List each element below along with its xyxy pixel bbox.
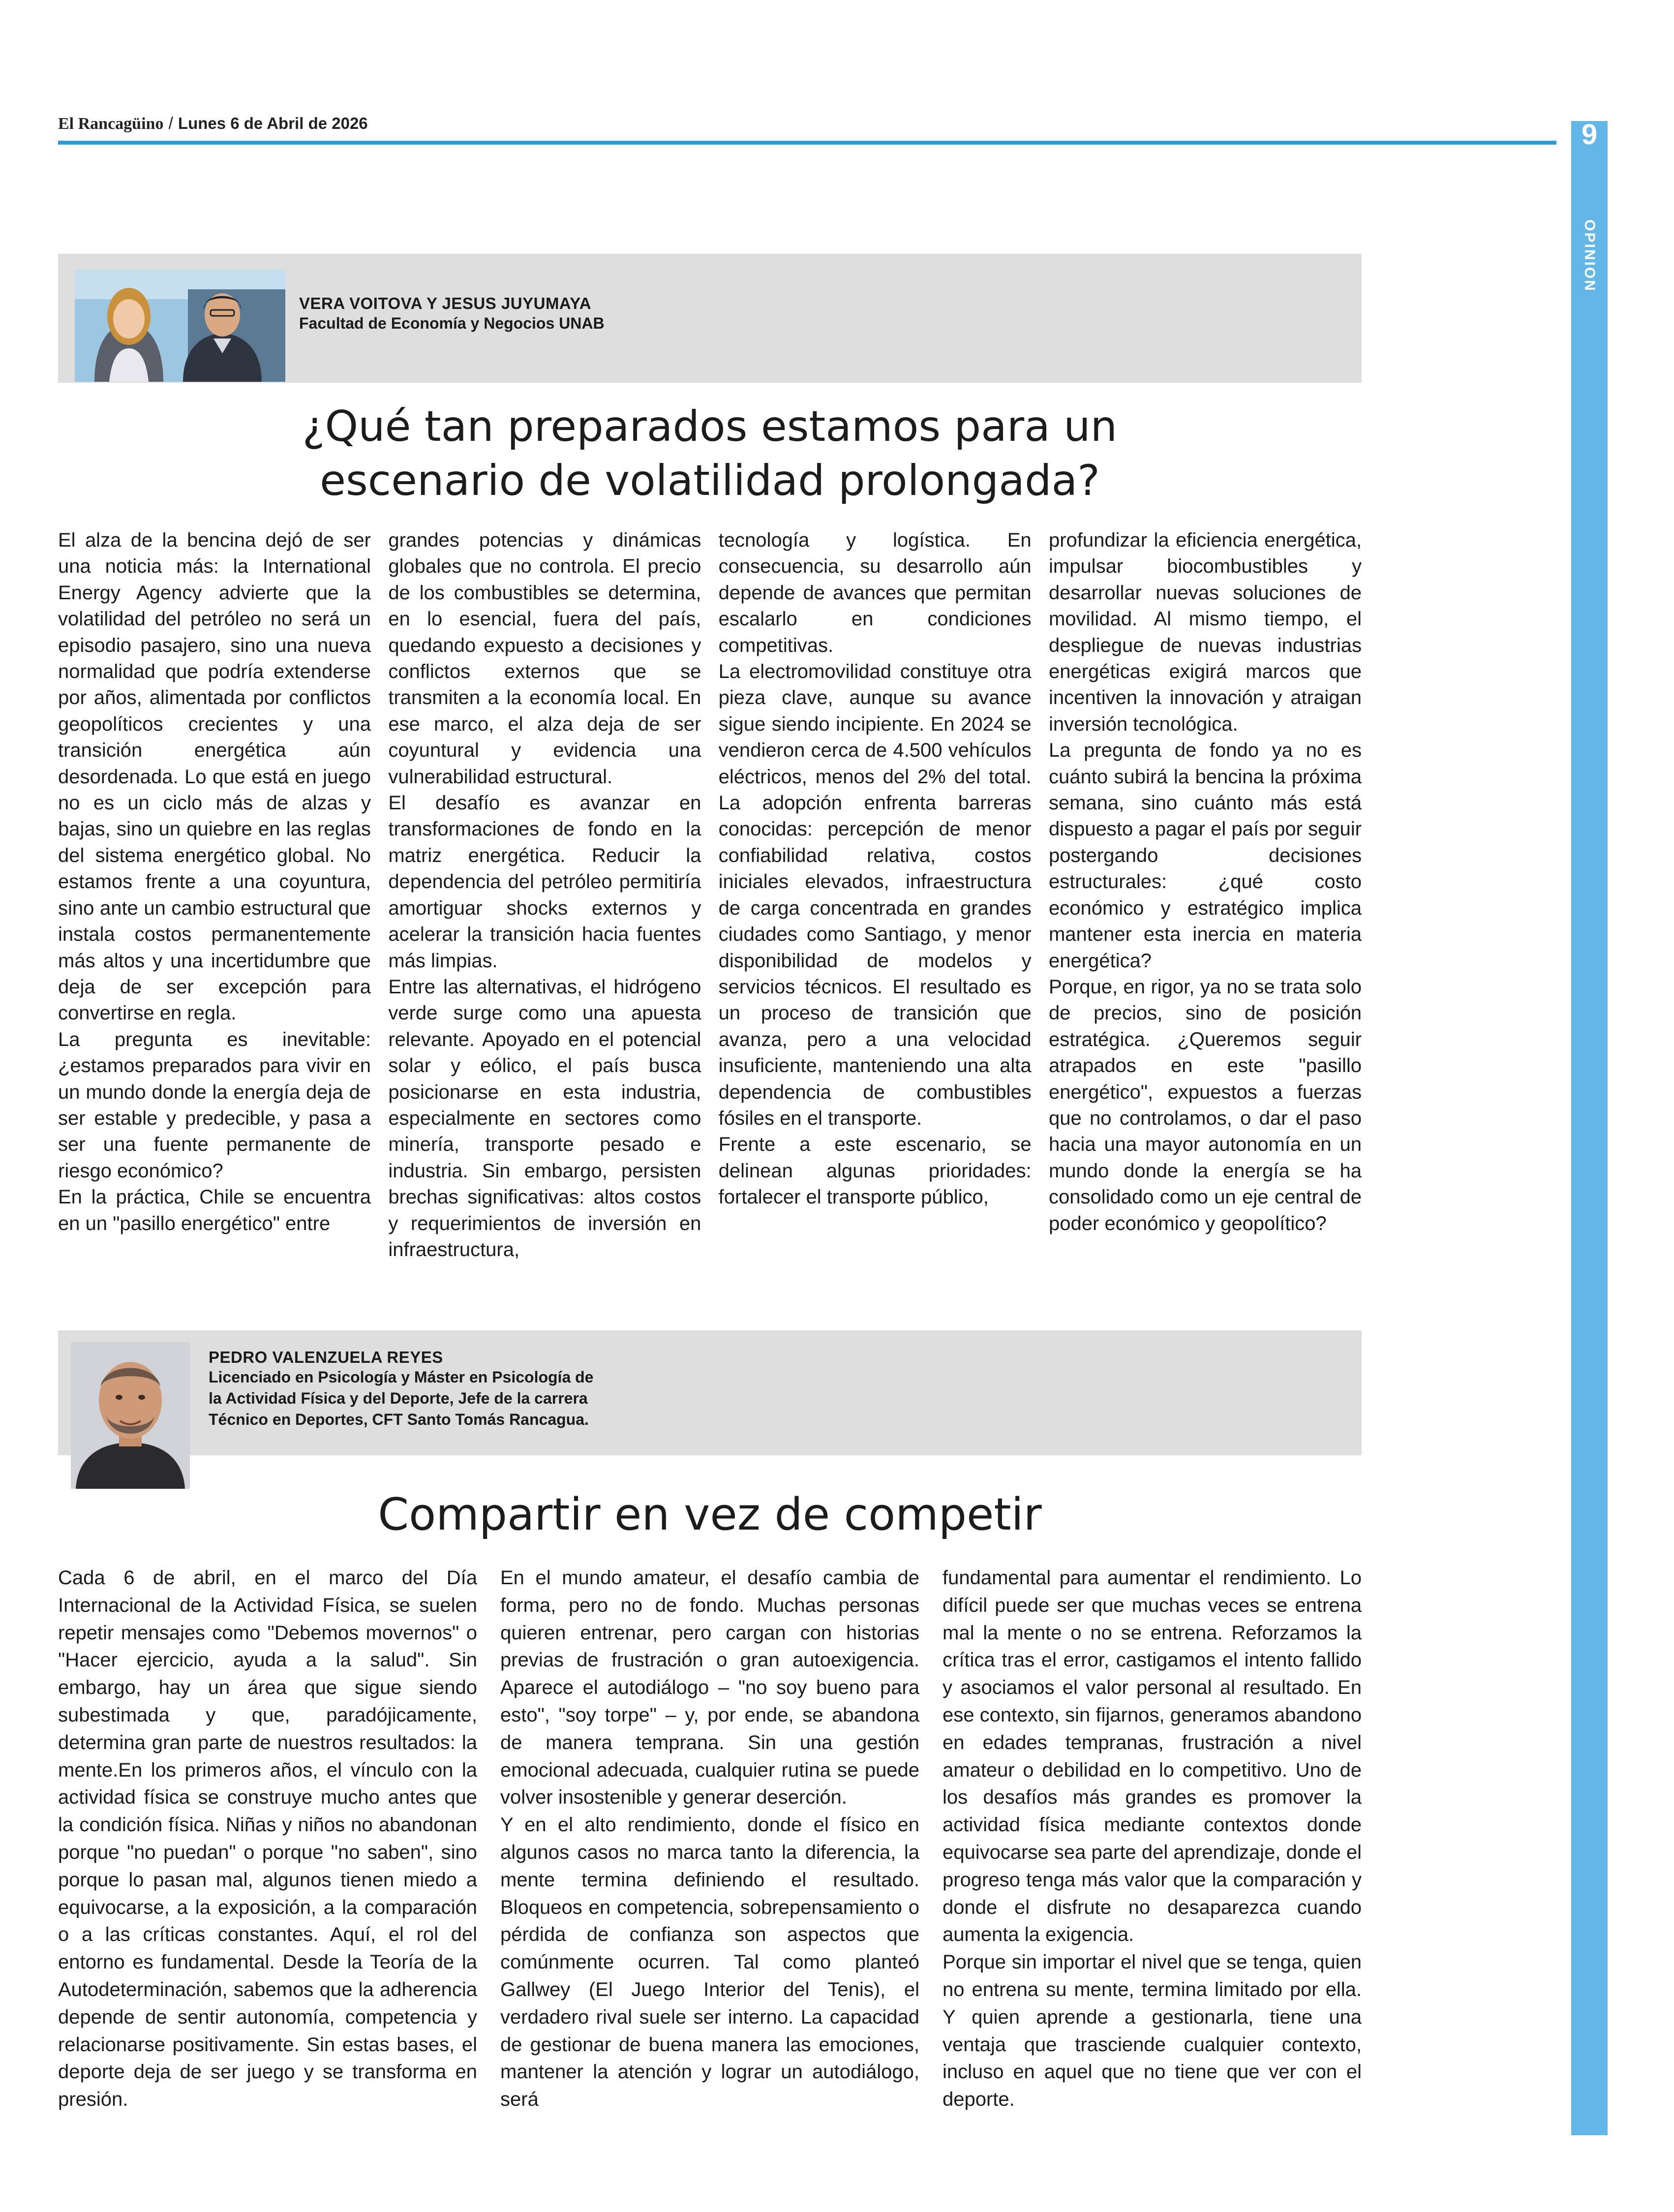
section-label: [1577, 212, 1602, 300]
article1-column-4: [1049, 527, 1362, 1263]
issue-date: Lunes 6 de Abril de 2026: [178, 114, 368, 132]
page-number: 9: [1581, 119, 1598, 151]
article2-author-box: [58, 1330, 1362, 1455]
article1-paragraph: El desafío es avanzar en transformaciones de fondo en la matriz energética. Reducir la dependencia del petróleo permitiría amortiguar shocks externos y acelerar la transición hacia fuentes más limpias.: [388, 792, 701, 972]
masthead: [58, 114, 368, 133]
article2-credentials-line: Licenciado en Psicología y Máster en Psicología de: [209, 1368, 594, 1386]
article2-credentials-line: la Actividad Física y del Deporte, Jefe de la carrera: [209, 1389, 588, 1407]
author-photo: [71, 1342, 190, 1489]
article1-paragraph: Porque, en rigor, ya no se trata solo de precios, sino de posición estratégica. ¿Queremos seguir atrapados en este "pasillo energético", expuestos a fuerzas que no controlamos, o dar el paso hacia una mayor autonomía en un mundo donde la energía se ha consolidado como un eje central de poder económico y geopolítico?: [1048, 976, 1362, 1234]
masthead-separator: /: [168, 114, 173, 133]
article2-body: [58, 1565, 1362, 2114]
article1-paragraph: profundizar la eficiencia energética, impulsar biocombustibles y desarrollar nuevas soluciones de movilidad. Al mismo tiempo, el despliegue de nuevas industrias energéticas exigirá marcos que incentiven la innovación y atraigan inversión tecnológica.: [1048, 529, 1362, 735]
article2-paragraph: En el mundo amateur, el desafío cambia de forma, pero no de fondo. Muchas personas quieren entrenar, pero cargan con historias previas de frustración o gran autoexigencia. Aparece el autodiálogo – "no soy bueno para esto", "soy torpe" – y, por ende, se abandona de manera temprana. Sin una gestión emocional adecuada, cualquier rutina se puede volver insostenible y generar deserción.: [500, 1567, 919, 1809]
article1-paragraph: tecnología y logística. En consecuencia, su desarrollo aún depende de avances que permitan escalarlo en condiciones competitivas.: [718, 529, 1032, 656]
article1-paragraph: grandes potencias y dinámicas globales que no controla. El precio de los combustibles se determina, en lo esencial, fuera del país, quedando expuesto a decisiones y conflictos externos que se transmiten a la economía local. En ese marco, el alza deja de ser coyuntural y evidencia una vulnerabilidad estructural.: [388, 529, 701, 788]
article2-author-info: [209, 1348, 593, 1430]
article2-paragraph: Porque sin importar el nivel que se tenga, quien no entrena su mente, termina limitado por ella. Y quien aprende a gestionarla, tiene una ventaja que trasciende cualquier contexto, incluso en aquel que no tiene que ver con el deporte.: [943, 1951, 1362, 2111]
article1-column-1: [58, 527, 371, 1263]
header-rule: [58, 141, 1556, 145]
article1-headline-line1: ¿Qué tan preparados estamos para un: [302, 402, 1118, 451]
article1-author-info: [299, 294, 605, 334]
article1-paragraph: La pregunta es inevitable: ¿estamos preparados para vivir en un mundo donde la energía deja de ser estable y predecible, y pasa a ser una fuente permanente de riesgo económico?: [58, 1028, 371, 1182]
article2-column-2: [500, 1565, 919, 2114]
article1-headline: [58, 399, 1362, 508]
article1-paragraph: La pregunta de fondo ya no es cuánto subirá la bencina la próxima semana, sino cuánto más está dispuesto a pagar el país por seguir postergando decisiones estructurales: ¿qué costo económico y estratégico implica mantener esta inercia en materia energética?: [1048, 739, 1362, 972]
article2-headline: Compartir en vez de competir: [378, 1489, 1042, 1540]
article2-author-name: PEDRO VALENZUELA REYES: [209, 1348, 443, 1366]
article1-paragraph: La electromovilidad constituye otra pieza clave, aunque su avance sigue siendo incipiente. En 2024 se vendieron cerca de 4.500 vehículos eléctricos, menos del 2% del total. La adopción enfrenta barreras conocidas: percepción de menor confiabilidad relativa, costos iniciales elevados, infraestructura de carga concentrada en grandes ciudades como Santiago, y menor disponibilidad de modelos y servicios técnicos. El resultado es un proceso de transición que avanza, pero a una velocidad insuficiente, manteniendo una alta dependencia de combustibles fósiles en el transporte.: [718, 661, 1032, 1129]
article1-paragraph: El alza de la bencina dejó de ser una noticia más: la International Energy Agency advierte que la volatilidad del petróleo no será un episodio pasajero, sino una nueva normalidad que podría extenderse por años, alimentada por conflictos geopolíticos crecientes y una transición energética aún desordenada. Lo que está en juego no es un ciclo más de alzas y bajas, sino un quiebre en las reglas del sistema energético global. No estamos frente a una coyuntura, sino ante un cambio estructural que instala costos permanentemente más altos y una incertidumbre que deja de ser excepción para convertirse en regla.: [58, 529, 371, 1024]
section-side-tab: [1571, 121, 1608, 2135]
article1-author-names: VERA VOITOVA Y JESUS JUYUMAYA: [299, 294, 592, 312]
article2-paragraph: fundamental para aumentar el rendimiento. Lo difícil puede ser que muchas veces se entrena mal la mente o no se entrena. Reforzamos la crítica tras el error, castigamos el intento fallido y asociamos el valor personal al resultado. En ese contexto, sin fijarnos, generamos abandono en edades tempranas, frustración a nivel amateur o debilidad en lo competitivo. Uno de los desafíos más grandes es promover la actividad física mediante contextos donde equivocarse sea parte del aprendizaje, donde el progreso tenga más valor que la comparación y donde el disfrute no desaparezca cuando aumenta la exigencia.: [943, 1567, 1362, 1946]
article2-paragraph: Cada 6 de abril, en el marco del Día Internacional de la Actividad Física, se suelen repetir mensajes como "Debemos movernos" o "Hacer ejercicio, ayuda a la salud". Sin embargo, hay un área que sigue siendo subestimada y que, paradójicamente, determina gran parte de nuestros resultados: la mente.En los primeros años, el vínculo con la actividad física se construye mucho antes que la condición física. Niñas y niños no abandonan porque "no puedan" o porque "no saben", sino porque lo pasan mal, algunos tienen miedo a equivocarse, a la exposición, a la comparación o a las críticas constantes. Aquí, el rol del entorno es fundamental. Desde la Teoría de la Autodeterminación, sabemos que la adherencia depende de sentir autonomía, competencia y relacionarse positivamente. Sin estas bases, el deporte deja de ser juego y se transforma en presión.: [58, 1567, 477, 2111]
article1-body: [58, 527, 1362, 1263]
section-label-text: OPINION: [1582, 219, 1598, 292]
article1-column-3: [719, 527, 1032, 1263]
article1-author-box: [58, 254, 1362, 383]
article1-headline-line2: escenario de volatilidad prolongada?: [320, 456, 1100, 505]
article1-paragraph: Entre las alternativas, el hidrógeno verde surge como una apuesta relevante. Apoyado en el potencial solar y eólico, el país busca posicionarse en esta industria, especialmente en sectores como minería, transporte pesado e industria. Sin embargo, persisten brechas significativas: altos costos y requerimientos de inversión en infraestructura,: [388, 976, 701, 1260]
authors-photo-graphic: [75, 270, 285, 382]
article2-paragraph: Y en el alto rendimiento, donde el físico en algunos casos no marca tanto la diferencia, la mente termina definiendo el resultado. Bloqueos en competencia, sobrepensamiento o pérdida de confianza son aspectos que comúnmente ocurren. Tal como planteó Gallwey (El Juego Interior del Tenis), el verdadero rival suele ser interno. La capacidad de gestionar de buena manera las emociones, mantener la atención y lograr un autodiálogo, será: [500, 1814, 919, 2111]
article2-column-1: [58, 1565, 477, 2114]
article1-column-2: [388, 527, 701, 1263]
article2-credentials-line: Técnico en Deportes, CFT Santo Tomás Rancagua.: [209, 1411, 589, 1428]
article1-paragraph: En la práctica, Chile se encuentra en un "pasillo energético" entre: [58, 1186, 371, 1234]
article1-paragraph: Frente a este escenario, se delinean algunas prioridades: fortalecer el transporte público,: [718, 1134, 1032, 1208]
article2-column-3: [943, 1565, 1362, 2114]
newspaper-name: El Rancagüino: [58, 115, 164, 133]
article1-author-affiliation: Facultad de Economía y Negocios UNAB: [299, 314, 605, 332]
author-photo-graphic: [71, 1342, 190, 1489]
authors-photo: [75, 270, 285, 382]
